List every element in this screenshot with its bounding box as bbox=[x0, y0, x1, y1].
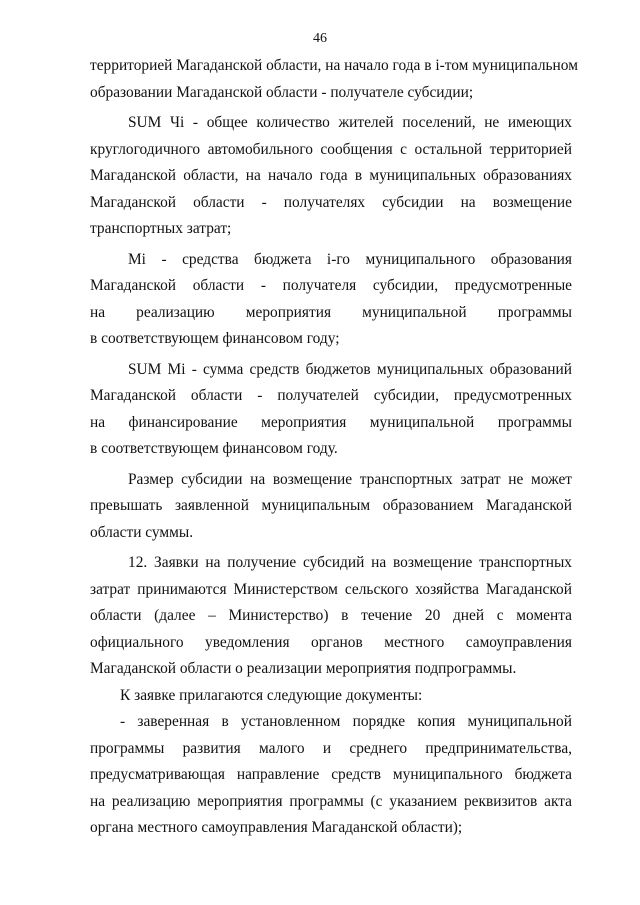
text-line: официального уведомления органов местного самоуправления bbox=[90, 633, 572, 651]
text-line: Магаданской области - получателя субсидии, предусмотренные bbox=[90, 277, 572, 294]
paragraph bbox=[90, 467, 572, 547]
page-number: 46 bbox=[313, 31, 327, 46]
text-line: в соответствующем финансовом году; bbox=[90, 330, 340, 347]
text-line: образовании Магаданской области - получателе субсидии; bbox=[90, 83, 474, 101]
text-line: SUM Чi - общее количество жителей поселений, не имеющих bbox=[128, 114, 572, 131]
text-line: Размер субсидии на возмещение транспортных затрат не может bbox=[128, 470, 572, 488]
text-line: транспортных затрат; bbox=[90, 220, 232, 237]
text-line: органа местного самоуправления Магаданской области); bbox=[90, 819, 463, 836]
text-line: программы развития малого и среднего предпринимательства, bbox=[90, 739, 572, 757]
paragraph bbox=[90, 53, 578, 106]
text-line: К заявке прилагаются следующие документы: bbox=[120, 686, 423, 704]
text-line: Mi - средства бюджета i-го муниципального образования bbox=[128, 250, 572, 268]
paragraph bbox=[90, 110, 572, 243]
text-line: области (далее – Министерство) в течение 20 дней с момента bbox=[90, 607, 572, 624]
text-line: затрат принимаются Министерством сельского хозяйства Магаданской bbox=[90, 580, 572, 598]
paragraph bbox=[90, 247, 572, 353]
text-line: 12. Заявки на получение субсидий на возмещение транспортных bbox=[128, 554, 572, 571]
text-line: - заверенная в установленном порядке копия муниципальной bbox=[120, 713, 572, 730]
text-line: территорией Магаданской области, на начало года в i-том муниципальном bbox=[90, 57, 578, 74]
text-line: области суммы. bbox=[90, 523, 194, 541]
text-line: на реализацию мероприятия муниципальной программы bbox=[90, 303, 572, 321]
text-line: превышать заявленной муниципальным образованием Магаданской bbox=[90, 497, 572, 514]
text-line: предусматривающая направление средств муниципального бюджета bbox=[90, 766, 572, 783]
paragraph bbox=[90, 550, 572, 683]
paragraph bbox=[90, 357, 572, 463]
text-line: SUM Mi - сумма средств бюджетов муниципальных образований bbox=[128, 360, 572, 378]
paragraph bbox=[90, 709, 572, 842]
text-line: Магаданской области - получателях субсидии на возмещение bbox=[90, 193, 572, 211]
text-line: круглогодичного автомобильного сообщения с остальной территорией bbox=[90, 140, 572, 158]
text-line: Магаданской области, на начало года в муниципальных образованиях bbox=[90, 167, 572, 184]
text-line: Магаданской области о реализации мероприятия подпрограммы. bbox=[90, 660, 517, 677]
document-body bbox=[90, 53, 578, 842]
text-line: Магаданской области - получателей субсидии, предусмотренных bbox=[90, 387, 572, 404]
text-line: в соответствующем финансовом году. bbox=[90, 440, 338, 457]
paragraph bbox=[90, 683, 572, 710]
text-line: на финансирование мероприятия муниципальной программы bbox=[90, 413, 572, 431]
text-line: на реализацию мероприятия программы (с указанием реквизитов акта bbox=[90, 792, 572, 810]
